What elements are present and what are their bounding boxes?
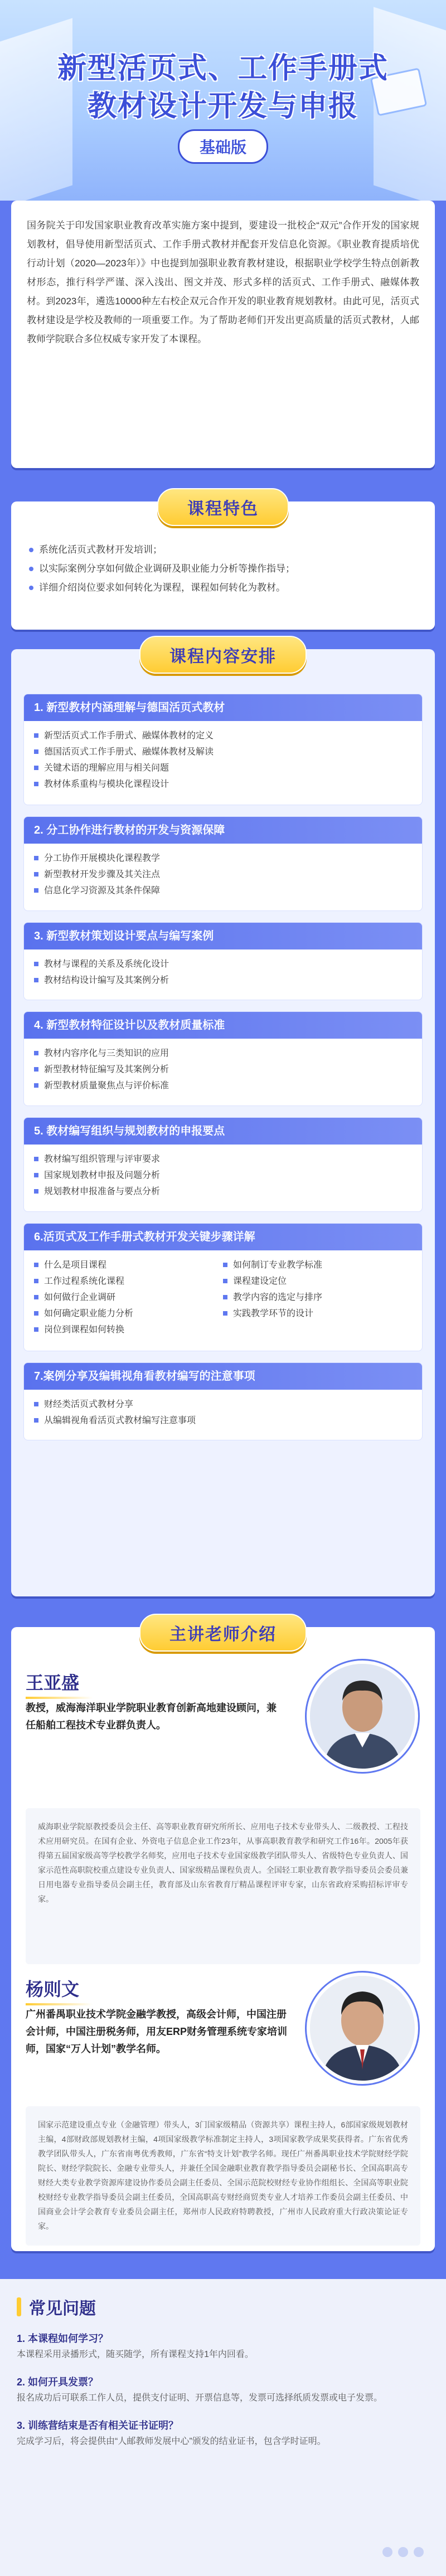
- module-7: [23, 1362, 423, 1440]
- faq-answer: 报名成功后可联系工作人员，提供支付证明、开票信息等，发票可选择纸质发票或电子发票。: [17, 2393, 383, 2403]
- teacher-name: 杨则文: [26, 1975, 93, 2005]
- lesson-item: 新型教材开发步骤及其关注点: [34, 866, 412, 883]
- course-content-title: 课程内容安排: [139, 636, 307, 674]
- faq-question: 1. 本课程如何学习？: [17, 2333, 109, 2344]
- faq-accent-bar: [17, 2297, 21, 2316]
- module-4: [23, 1011, 423, 1106]
- person-icon: [310, 1664, 415, 1769]
- lesson-item: 教材结构设计编写及其案例分析: [34, 972, 412, 988]
- lesson-item: 如何做行企业调研: [34, 1289, 223, 1306]
- lesson-item: 信息化学习资源及其条件保障: [34, 883, 412, 899]
- lesson-item: 规划教材申报准备与要点分析: [34, 1184, 412, 1200]
- lesson-item: 新型教材质量聚焦点与评价标准: [34, 1078, 412, 1094]
- faq-answer: 本课程采用录播形式，随买随学，所有课程支持1年内回看。: [17, 2350, 254, 2359]
- decoration-dots: [382, 2547, 424, 2557]
- course-content-section: [11, 649, 435, 1596]
- faq-item: [17, 2417, 429, 2450]
- faq-item: [17, 2330, 429, 2363]
- lesson-item: 新型教材特征编写及其案例分析: [34, 1061, 412, 1078]
- intro-card: [11, 201, 435, 468]
- module-6: [23, 1223, 423, 1351]
- faq-question: 2. 如何开具发票？: [17, 2377, 99, 2388]
- lesson-item: 实践教学环节的设计: [223, 1306, 412, 1322]
- teacher-title: 教授，威海海洋职业学院职业教育创新高地建设顾问，兼任船舶工程技术专业群负责人。: [26, 1702, 277, 1731]
- faq-question: 3. 训练营结束是否有相关证书证明？: [17, 2420, 179, 2431]
- module-title: 1. 新型教材内涵理解与德国活页式教材: [24, 694, 422, 721]
- teacher-name: 王亚盛: [26, 1669, 93, 1699]
- teachers-title: 主讲老师介绍: [139, 1614, 307, 1652]
- lesson-item: 教材编写组织管理与评审要求: [34, 1151, 412, 1167]
- faq-item: [17, 2374, 429, 2406]
- edition-badge: 基础版: [178, 129, 268, 164]
- faq-heading: [17, 2295, 429, 2319]
- feature-item: 以实际案例分享如何做企业调研及职业能力分析等操作指导；: [29, 559, 417, 578]
- module-5: [23, 1117, 423, 1212]
- lesson-item: 教学内容的选定与排序: [223, 1289, 412, 1306]
- hero-banner: [0, 0, 446, 201]
- module-title: 4. 新型教材特征设计以及教材质量标准: [24, 1012, 422, 1039]
- lesson-item: 课程建设定位: [223, 1273, 412, 1289]
- module-3: [23, 922, 423, 1000]
- lesson-item: 岗位到课程如何转换: [34, 1322, 223, 1338]
- features-card: [11, 501, 435, 630]
- faq-title: 常见问题: [29, 2300, 96, 2318]
- feature-item: 详细介绍岗位要求如何转化为课程，课程如何转化为教材。: [29, 578, 417, 597]
- teacher-bio: 威海职业学院原教授委员会主任、高等职业教育研究所所长、应用电子技术专业带头人、二级教授、工程技术应用研究员。在国有企业、外资电子信息企业工作23年，从事高职教育教学和研究工作16年。2005年获得第五届国家级高等学校教学名师奖，应用电子技术专业国家级教学团队带头人、省级特色专业负责人、国家示范性高职院校重点建设专业负责人、国家级精品课程负责人。全国轻工职业教育教学指导委员会委员兼日用电器专业指导委员会副主任，教育部及山东省教育厅精品课程评审专家，山东省政府采购招标评审专家。: [26, 1808, 420, 1964]
- lesson-item: 工作过程系统化课程: [34, 1273, 223, 1289]
- lesson-item: 关键术语的理解应用与相关问题: [34, 760, 412, 776]
- lesson-item: 财经类活页式教材分享: [34, 1396, 412, 1413]
- faq-section: [0, 2279, 446, 2576]
- lesson-item: 如何制订专业教学标准: [223, 1257, 412, 1273]
- module-2: [23, 816, 423, 911]
- features-title: 课程特色: [157, 488, 289, 526]
- person-icon: [310, 1976, 415, 2081]
- lesson-item: 分工协作开展模块化课程教学: [34, 850, 412, 866]
- teacher-photo: [307, 1973, 418, 2084]
- feature-item: 系统化活页式教材开发培训；: [29, 540, 417, 559]
- dot-icon: [398, 2547, 408, 2557]
- lesson-item: 德国活页式工作手册式、融媒体教材及解读: [34, 744, 412, 760]
- module-title: 3. 新型教材策划设计要点与编写案例: [24, 923, 422, 949]
- hero-title-line2: 教材设计开发与申报: [87, 90, 358, 123]
- module-title: 6.活页式及工作手册式教材开发关键步骤详解: [24, 1224, 422, 1250]
- lesson-item: 什么是项目课程: [34, 1257, 223, 1273]
- teacher-photo: [307, 1660, 418, 1772]
- module-title: 5. 教材编写组织与规划教材的申报要点: [24, 1118, 422, 1145]
- lesson-item: 教材体系重构与模块化课程设计: [34, 776, 412, 792]
- lesson-item: 新型活页式工作手册式、融媒体教材的定义: [34, 728, 412, 744]
- module-1: [23, 694, 423, 805]
- module-title: 2. 分工协作进行教材的开发与资源保障: [24, 817, 422, 844]
- intro-text: 国务院关于印发国家职业教育改革实施方案中提到，要建设一批校企“双元”合作开发的国家规划教材，倡导使用新型活页式、工作手册式教材并配套开发信息化资源。《职业教育提质培优行动计划（2020—2023年）》中也提到加强职业教育教材建设，根据职业学校学生特点创新教材形态，推行科学严谨、深入浅出、图文并茂、形式多样的活页式、工作手册式、融媒体教材。到2023年，遴选10000种左右校企双元合作开发的职业教育规划教材。由此可见，活页式教材建设是学校及教师的一项重要工作。为了帮助老师们开发出更高质量的活页式教材，人邮教师学院联合多位权威专家开发了本课程。: [27, 220, 419, 344]
- hero-title-line1: 新型活页式、工作手册式: [57, 52, 389, 85]
- teachers-section: [11, 1627, 435, 2251]
- lesson-item: 如何确定职业能力分析: [34, 1306, 223, 1322]
- faq-answer: 完成学习后，将会提供由“人邮教师发展中心”颁发的结业证书，包含学时证明。: [17, 2437, 326, 2446]
- lesson-item: 国家规划教材申报及问题分析: [34, 1167, 412, 1184]
- dot-icon: [414, 2547, 424, 2557]
- module-title: 7.案例分享及编辑视角看教材编写的注意事项: [24, 1363, 422, 1390]
- teacher-title: 广州番禺职业技术学院金融学教授，高级会计师，中国注册会计师，中国注册税务师，用友ERP财务管理系统专家培训师，国家“万人计划”教学名师。: [26, 2009, 288, 2054]
- teacher-bio: 国家示范建设重点专业（金融管理）带头人，3门国家级精品（资源共享）课程主持人，6部国家级规划教材主编，4部财政部规划教材主编，4项国家级教学标准制定主持人，3项国家教学成果奖获得者。广东省优秀教学团队带头人，广东省南粤优秀教师，广东省“特支计划”教学名师。现任广州番禺职业技术学院财经学院院长、财经学院院长、金融专业带头人，并兼任全国金融职业教育教学指导委员会副秘书长、全国高职高专财经大类专业教学资源库建设协作委员会副主任委员、全国示范院校财经专业协作组组长、全国高等职业院校财经专业教学指导委员会副主任委员，全国高职高专财经商贸类专业人才培养工作委员会副主任委员、中国商业会计学会教育专业委员会副主任，郑州市人民政府特聘教授，广州市人民政府重大行政决策论证专家。: [26, 2106, 420, 2246]
- lesson-item: 从编辑视角看活页式教材编写注意事项: [34, 1413, 412, 1429]
- dot-icon: [382, 2547, 392, 2557]
- lesson-item: 教材与课程的关系及系统化设计: [34, 956, 412, 972]
- lesson-item: 教材内容序化与三类知识的应用: [34, 1045, 412, 1061]
